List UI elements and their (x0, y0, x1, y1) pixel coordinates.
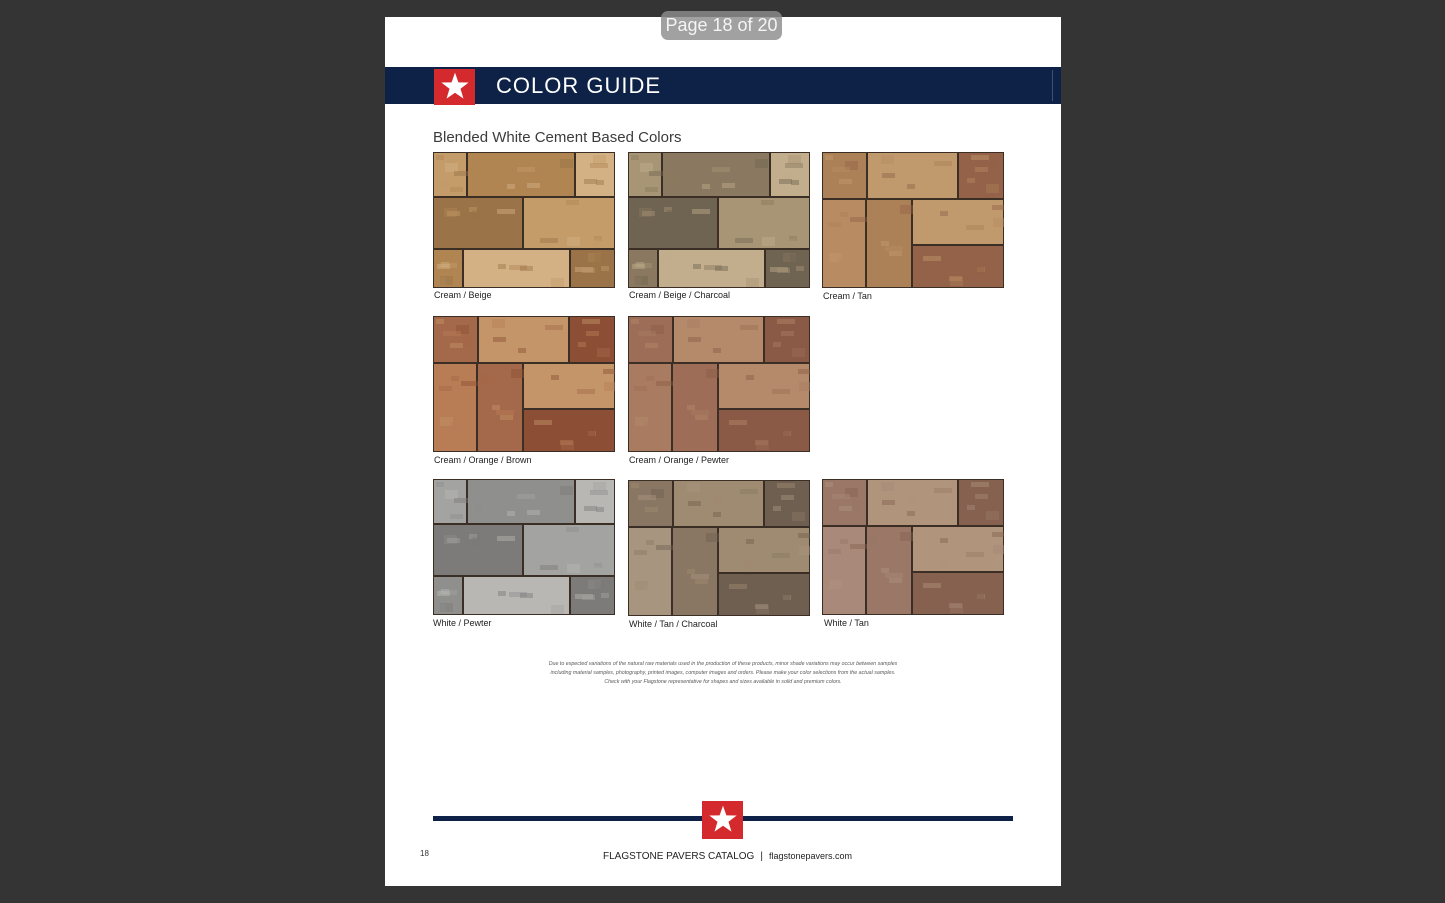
paver-swatch-image (628, 316, 810, 452)
paver-texture (992, 205, 1004, 210)
page-number: 18 (420, 849, 429, 858)
paver-texture (777, 483, 795, 488)
paver-texture (777, 319, 795, 324)
star-logo-icon (434, 69, 475, 105)
paver-texture (595, 581, 603, 590)
paver-swatch-image (433, 479, 615, 615)
paver-swatch (628, 316, 810, 452)
paver-texture (695, 415, 708, 420)
paver-texture (870, 210, 878, 219)
paver-texture (498, 591, 506, 596)
paver-texture (631, 483, 639, 488)
paver-texture (597, 348, 610, 357)
header-band (385, 67, 1061, 104)
paver-texture (540, 238, 558, 243)
paver-swatch (433, 152, 615, 288)
disclaimer (485, 660, 961, 687)
paver-texture (507, 511, 515, 516)
swatch-label: Cream / Beige / Charcoal (629, 290, 731, 300)
paver-texture (436, 155, 444, 160)
paver-texture (839, 179, 852, 184)
paver-texture (908, 167, 916, 176)
paver-texture (676, 374, 684, 383)
paver-texture (662, 252, 670, 261)
paver-texture (633, 277, 641, 286)
paver-swatch (433, 479, 615, 615)
paver-texture (722, 183, 735, 188)
paver-texture (584, 179, 597, 184)
disclaimer-line: Check with your Flagstone representative for shapes and sizes available in solid and premium colors. (604, 679, 842, 685)
paver-texture (832, 494, 850, 499)
paver-texture (693, 264, 701, 269)
paver-texture (840, 539, 848, 544)
paver-texture (881, 155, 894, 164)
paver-texture (450, 343, 463, 348)
website-link[interactable]: flagstonepavers.com (768, 851, 852, 861)
paver-texture (645, 343, 658, 348)
paver-texture (881, 482, 894, 491)
paver-texture (687, 405, 695, 410)
paver-texture (976, 593, 984, 602)
paver-texture (447, 538, 460, 543)
paver-texture (798, 533, 810, 538)
paver-texture (582, 595, 595, 600)
paver-texture (986, 184, 999, 193)
paver-texture (593, 566, 601, 575)
paver-texture (792, 512, 805, 521)
paver-texture (632, 264, 645, 269)
paver-texture (900, 205, 913, 214)
paver-texture (773, 506, 781, 511)
swatch-label: Cream / Orange / Brown (434, 455, 532, 465)
paver-texture (642, 211, 655, 216)
paver-brick (719, 364, 809, 408)
paver-texture (746, 375, 754, 380)
paver-texture (582, 319, 600, 324)
paver-texture (645, 422, 653, 431)
paver-texture (706, 369, 719, 378)
paver-texture (773, 342, 781, 347)
paver-texture (551, 278, 564, 287)
paver-texture (782, 171, 790, 180)
footer-text (603, 851, 852, 862)
paver-texture (450, 514, 463, 519)
paver-texture (590, 163, 608, 168)
paver-texture (949, 276, 962, 281)
paver-brick (468, 480, 574, 523)
paver-texture (590, 490, 608, 495)
paver-texture (882, 173, 895, 178)
paver-texture (791, 180, 799, 185)
paver-texture (881, 568, 889, 573)
paver-texture (520, 593, 533, 598)
paver-texture (472, 537, 480, 546)
paver-texture (889, 251, 902, 256)
swatch-label: Cream / Tan (823, 291, 872, 301)
paver-swatch-image (433, 152, 615, 288)
paver-texture (593, 239, 601, 248)
paver-texture (566, 200, 579, 205)
paver-texture (782, 594, 790, 603)
paver-texture (517, 494, 535, 499)
paver-texture (796, 489, 804, 498)
paver-texture (593, 482, 606, 491)
paver-texture (481, 374, 489, 383)
catalog-name: FLAGSTONE PAVERS CATALOG (603, 851, 755, 862)
paver-texture (540, 565, 558, 570)
paver-texture (439, 386, 452, 391)
paver-texture (885, 246, 903, 251)
disclaimer-line: including material samples, photography, printed images, computer images and orders. Please make your color selections from the actual samples. (550, 670, 896, 676)
header-divider (1052, 70, 1053, 101)
paver-texture (587, 498, 595, 507)
paver-texture (518, 348, 526, 353)
paver-texture (712, 167, 730, 172)
paver-texture (990, 488, 998, 497)
paver-texture (755, 159, 768, 168)
paver-texture (507, 184, 515, 189)
swatch-label: Cream / Orange / Pewter (629, 455, 730, 465)
paver-texture (604, 382, 615, 391)
paver-texture (551, 605, 564, 614)
paver-texture (745, 396, 753, 405)
paver-texture (687, 319, 700, 328)
paver-brick (468, 153, 574, 196)
paver-texture (923, 256, 941, 261)
swatch-label: Cream / Beige (434, 290, 492, 300)
paver-texture (788, 155, 801, 164)
paver-texture (688, 501, 701, 506)
paver-texture (631, 155, 639, 160)
paver-texture (850, 544, 868, 549)
paver-texture (949, 603, 962, 608)
paver-swatch-image (628, 152, 810, 288)
paver-texture (785, 163, 803, 168)
paver-texture (636, 179, 644, 188)
paver-texture (755, 440, 768, 445)
paver-texture (790, 254, 798, 263)
paver-texture (798, 369, 810, 374)
paver-texture (688, 337, 701, 342)
paver-texture (900, 532, 913, 541)
paver-texture (740, 489, 758, 494)
paver-texture (567, 237, 580, 246)
paver-texture (975, 167, 988, 172)
paver-texture (850, 217, 868, 222)
paver-texture (745, 560, 753, 569)
paver-texture (676, 538, 684, 547)
paver-brick (434, 525, 522, 575)
paver-texture (939, 559, 947, 568)
paver-texture (436, 319, 444, 324)
paver-texture (966, 225, 984, 230)
paver-swatch-image (822, 152, 1004, 288)
paver-texture (908, 494, 916, 503)
paver-texture (467, 252, 475, 261)
paver-texture (577, 389, 595, 394)
paver-texture (761, 200, 774, 205)
paver-texture (447, 211, 460, 216)
paver-texture (519, 331, 527, 340)
paver-texture (492, 319, 505, 328)
paver-texture (472, 210, 480, 219)
paver-texture (971, 155, 989, 160)
page-indicator: Page 18 of 20 (661, 11, 782, 40)
paver-texture (527, 183, 540, 188)
paver-swatch (628, 152, 810, 288)
paver-texture (740, 325, 758, 330)
paver-texture (825, 482, 833, 487)
paver-texture (792, 348, 805, 357)
paver-texture (669, 175, 677, 184)
paver-texture (492, 405, 500, 410)
paver-texture (713, 348, 721, 353)
paver-texture (566, 527, 579, 532)
paver-texture (934, 488, 952, 493)
paver-texture (634, 386, 647, 391)
paver-texture (601, 325, 609, 334)
paver-texture (796, 266, 804, 271)
paver-swatch-image (433, 316, 615, 452)
paver-texture (986, 511, 999, 520)
paver-texture (993, 545, 1004, 554)
paver-brick (913, 200, 1003, 244)
paver-swatch (433, 316, 615, 452)
paver-texture (702, 184, 710, 189)
paver-texture (852, 173, 860, 182)
paver-texture (595, 254, 603, 263)
paver-texture (715, 266, 728, 271)
paver-texture (436, 482, 444, 487)
paver-texture (638, 495, 656, 500)
paver-texture (796, 325, 804, 334)
paver-texture (560, 440, 573, 445)
paver-texture (966, 552, 984, 557)
paver-texture (907, 511, 915, 516)
paver-texture (550, 396, 558, 405)
paver-texture (840, 212, 848, 217)
paver-swatch-image (822, 479, 1004, 615)
paver-texture (450, 422, 458, 431)
swatch-label: White / Pewter (433, 618, 492, 628)
paver-texture (443, 331, 461, 336)
paver-texture (634, 550, 647, 555)
footer-star-logo-icon (702, 801, 743, 839)
paver-texture (511, 369, 524, 378)
paver-texture (934, 161, 952, 166)
paver-texture (520, 266, 533, 271)
paver-texture (498, 264, 506, 269)
paver-texture (939, 232, 947, 241)
paver-texture (582, 268, 595, 273)
paver-texture (746, 278, 759, 287)
paver-swatch (628, 480, 810, 616)
paver-texture (587, 430, 595, 439)
paver-texture (596, 180, 604, 185)
paver-texture (586, 331, 599, 336)
paver-texture (975, 494, 988, 499)
paver-texture (852, 500, 860, 509)
paver-texture (777, 268, 790, 273)
paver-texture (450, 187, 463, 192)
paver-texture (445, 490, 458, 499)
paver-texture (735, 238, 753, 243)
paver-texture (799, 546, 810, 555)
paver-texture (714, 495, 722, 504)
paver-texture (713, 512, 721, 517)
paver-texture (695, 579, 708, 584)
paver-texture (463, 337, 471, 346)
paver-swatch (822, 152, 1004, 288)
paver-texture (551, 375, 559, 380)
paver-texture (638, 331, 656, 336)
paver-texture (445, 163, 458, 172)
paver-texture (441, 179, 449, 188)
paver-texture (839, 506, 852, 511)
paver-texture (828, 549, 841, 554)
paver-texture (729, 420, 747, 425)
paver-texture (839, 258, 847, 267)
paver-swatch-image (628, 480, 810, 616)
paver-texture (971, 482, 989, 487)
paver-texture (496, 410, 514, 415)
paver-texture (782, 430, 790, 439)
paver-texture (870, 537, 878, 546)
paver-texture (631, 319, 639, 324)
paver-texture (907, 184, 915, 189)
paver-texture (645, 586, 653, 595)
swatch-label: White / Tan / Charcoal (629, 619, 718, 629)
paver-texture (656, 545, 674, 550)
paver-texture (497, 209, 515, 214)
paver-texture (940, 538, 948, 543)
paver-texture (881, 241, 889, 246)
paver-texture (437, 264, 450, 269)
paver-texture (967, 505, 975, 510)
footer-separator: | (760, 851, 763, 862)
paver-texture (645, 507, 658, 512)
swatch-label: White / Tan (824, 618, 869, 628)
paver-texture (746, 539, 754, 544)
paver-texture (438, 604, 446, 613)
paver-texture (889, 578, 902, 583)
paver-texture (593, 155, 606, 164)
paver-texture (967, 178, 975, 183)
paver-texture (772, 553, 790, 558)
paver-texture (885, 573, 903, 578)
paver-texture (461, 381, 479, 386)
paver-texture (687, 569, 695, 574)
paver-texture (993, 218, 1004, 227)
paver-texture (781, 495, 794, 500)
paver-texture (799, 382, 810, 391)
paver-texture (762, 237, 775, 246)
paver-brick (913, 527, 1003, 571)
paver-texture (940, 211, 948, 216)
section-title: Blended White Cement Based Colors (433, 129, 682, 146)
paver-texture (645, 187, 658, 192)
paver-swatch (822, 479, 1004, 615)
catalog-page (385, 17, 1061, 886)
paver-texture (441, 506, 449, 515)
paver-texture (578, 342, 586, 347)
paver-texture (839, 585, 847, 594)
page-title: COLOR GUIDE (496, 73, 662, 98)
paver-texture (467, 579, 475, 588)
paver-brick (434, 198, 522, 248)
paver-texture (584, 506, 597, 511)
paver-texture (788, 239, 796, 248)
paver-texture (451, 376, 459, 381)
paver-texture (714, 331, 722, 340)
paver-texture (832, 167, 850, 172)
paver-texture (825, 155, 833, 160)
paver-texture (497, 536, 515, 541)
paver-texture (601, 266, 609, 271)
paver-texture (567, 564, 580, 573)
paver-texture (658, 337, 666, 346)
paver-texture (527, 510, 540, 515)
paver-texture (772, 389, 790, 394)
paver-texture (601, 593, 609, 598)
paver-texture (781, 331, 794, 336)
paver-texture (828, 222, 841, 227)
paver-texture (437, 591, 450, 596)
paver-texture (992, 532, 1004, 537)
paver-texture (755, 604, 768, 609)
paver-texture (882, 500, 895, 505)
paver-texture (560, 486, 573, 495)
paver-texture (656, 381, 674, 386)
paver-texture (640, 163, 653, 172)
paver-texture (500, 415, 513, 420)
paver-texture (474, 175, 482, 184)
paver-texture (603, 369, 615, 374)
paver-texture (545, 325, 563, 330)
paver-texture (923, 583, 941, 588)
paver-texture (729, 584, 747, 589)
paver-brick (719, 528, 809, 572)
paver-texture (692, 209, 710, 214)
disclaimer-line: Due to expected variations of the natural raw materials used in the production of these products, minor shade variations may occur between samples (548, 661, 898, 667)
paver-texture (517, 167, 535, 172)
paver-texture (587, 171, 595, 180)
paver-texture (596, 507, 604, 512)
paver-texture (493, 337, 506, 342)
paver-texture (667, 210, 675, 219)
paver-texture (687, 483, 700, 492)
paver-texture (646, 376, 654, 381)
paver-texture (691, 574, 709, 579)
paver-texture (976, 266, 984, 275)
paver-texture (560, 159, 573, 168)
paver-brick (524, 364, 614, 408)
paver-texture (534, 420, 552, 425)
paver-texture (990, 161, 998, 170)
paver-texture (706, 533, 719, 542)
paver-texture (646, 540, 654, 545)
paver-texture (691, 410, 709, 415)
paver-texture (438, 277, 446, 286)
paver-texture (779, 179, 792, 184)
paver-brick (629, 198, 717, 248)
paver-texture (474, 502, 482, 511)
paver-texture (658, 501, 666, 510)
paver-brick (663, 153, 769, 196)
